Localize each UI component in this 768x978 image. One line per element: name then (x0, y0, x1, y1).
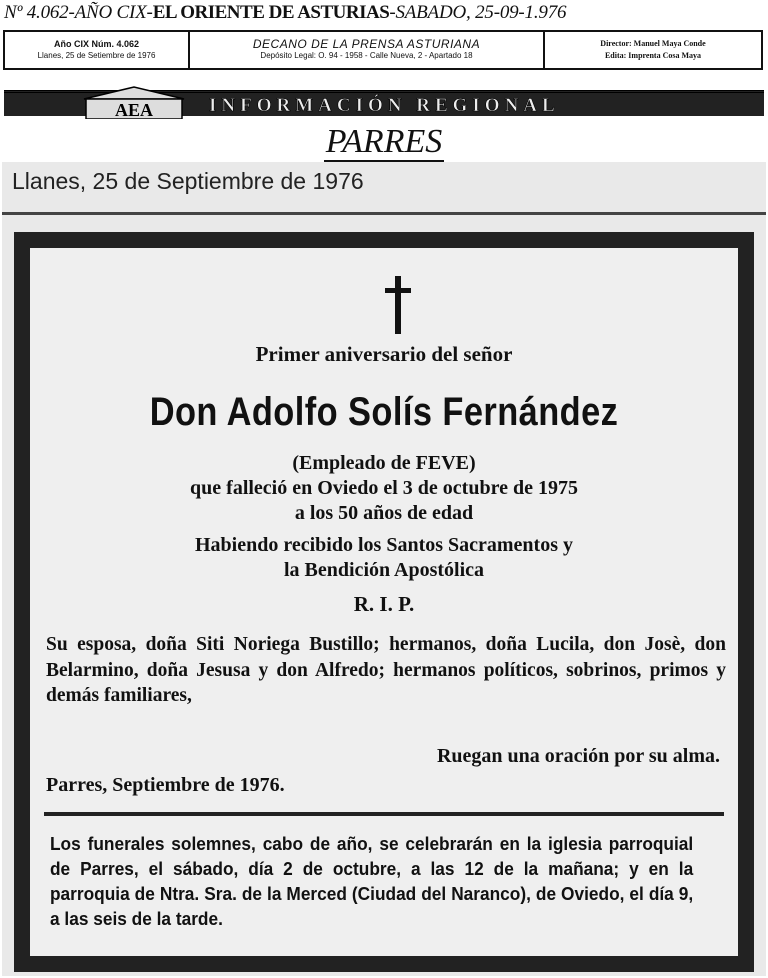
masthead-credits-cell (545, 32, 761, 68)
section-banner (4, 90, 764, 119)
logo-text: AEA (114, 100, 154, 119)
clipping-dateline: Llanes, 25 de Septiembre de 1976 (12, 168, 364, 194)
issue-date: -SABADO, 25-09-1.976 (389, 2, 567, 23)
section-title-text: PARRES (325, 123, 443, 160)
masthead-center-cell (190, 32, 545, 68)
rip-line: R. I. P. (353, 592, 415, 616)
obituary-frame (14, 232, 754, 972)
masthead-legal: Depósito Legal: O. 94 - 1958 - Calle Nueva, 2 - Apartado 18 (260, 51, 473, 60)
place-date-line: Parres, Septiembre de 1976. (46, 774, 285, 796)
masthead-issue-cell (5, 32, 190, 68)
blessing-line: la Bendición Apostólica (283, 559, 485, 581)
masthead-year-number: Año CIX Núm. 4.062 (53, 39, 140, 49)
cross-icon (383, 276, 413, 334)
aea-logo-icon (74, 85, 194, 119)
obituary-content (44, 262, 724, 942)
family-paragraph: Su esposa, doña Siti Noriega Bustillo; hermanos, doña Lucila, don Josè, don Belarmino, doña Jesusa y don Alfredo; hermanos políticos, sobrinos, primos y demás familiares, (46, 634, 726, 706)
age-line: a los 50 años de edad (294, 502, 474, 524)
obituary-clipping (2, 162, 766, 976)
masthead-tagline: DECANO DE LA PRENSA ASTURIANA (252, 37, 481, 51)
anniversary-line: Primer aniversario del señor (255, 342, 513, 366)
issue-number: Nº 4.062-AÑO CIX- (4, 2, 153, 23)
section-title (0, 123, 768, 161)
death-line: que falleció en Oviedo el 3 de octubre de 1975 (190, 477, 578, 499)
masthead-director: Director: Manuel Maya Conde (600, 39, 706, 48)
separator-rule (44, 812, 724, 816)
masthead-editor: Edita: Imprenta Cosa Maya (604, 51, 702, 60)
prayer-request: Ruegan una oración por su alma. (436, 745, 720, 767)
sacraments-line: Habiendo recibido los Santos Sacramentos y (195, 534, 573, 556)
masthead (3, 30, 763, 70)
newspaper-header-line (4, 2, 764, 28)
masthead-place-date: Llanes, 25 de Setiembre de 1976 (37, 51, 156, 60)
clipping-rule (2, 212, 766, 215)
occupation-line: (Empleado de FEVE) (292, 452, 476, 474)
funerals-paragraph: Los funerales solemnes, cabo de año, se celebrarán en la iglesia parroquial de Parres, el sábado, día 2 de octubre, a las 12 de la mañana; y en la parroquia de Ntra. Sra. de la Merced (Ciudad del Naranco), de Oviedo, el día 9, a las seis de la tarde. (50, 834, 694, 929)
newspaper-name: EL ORIENTE DE ASTURIAS (152, 2, 390, 23)
deceased-name: Don Adolfo Solís Fernández (149, 390, 619, 434)
banner-text: INFORMACIÓN REGIONAL (209, 95, 560, 116)
